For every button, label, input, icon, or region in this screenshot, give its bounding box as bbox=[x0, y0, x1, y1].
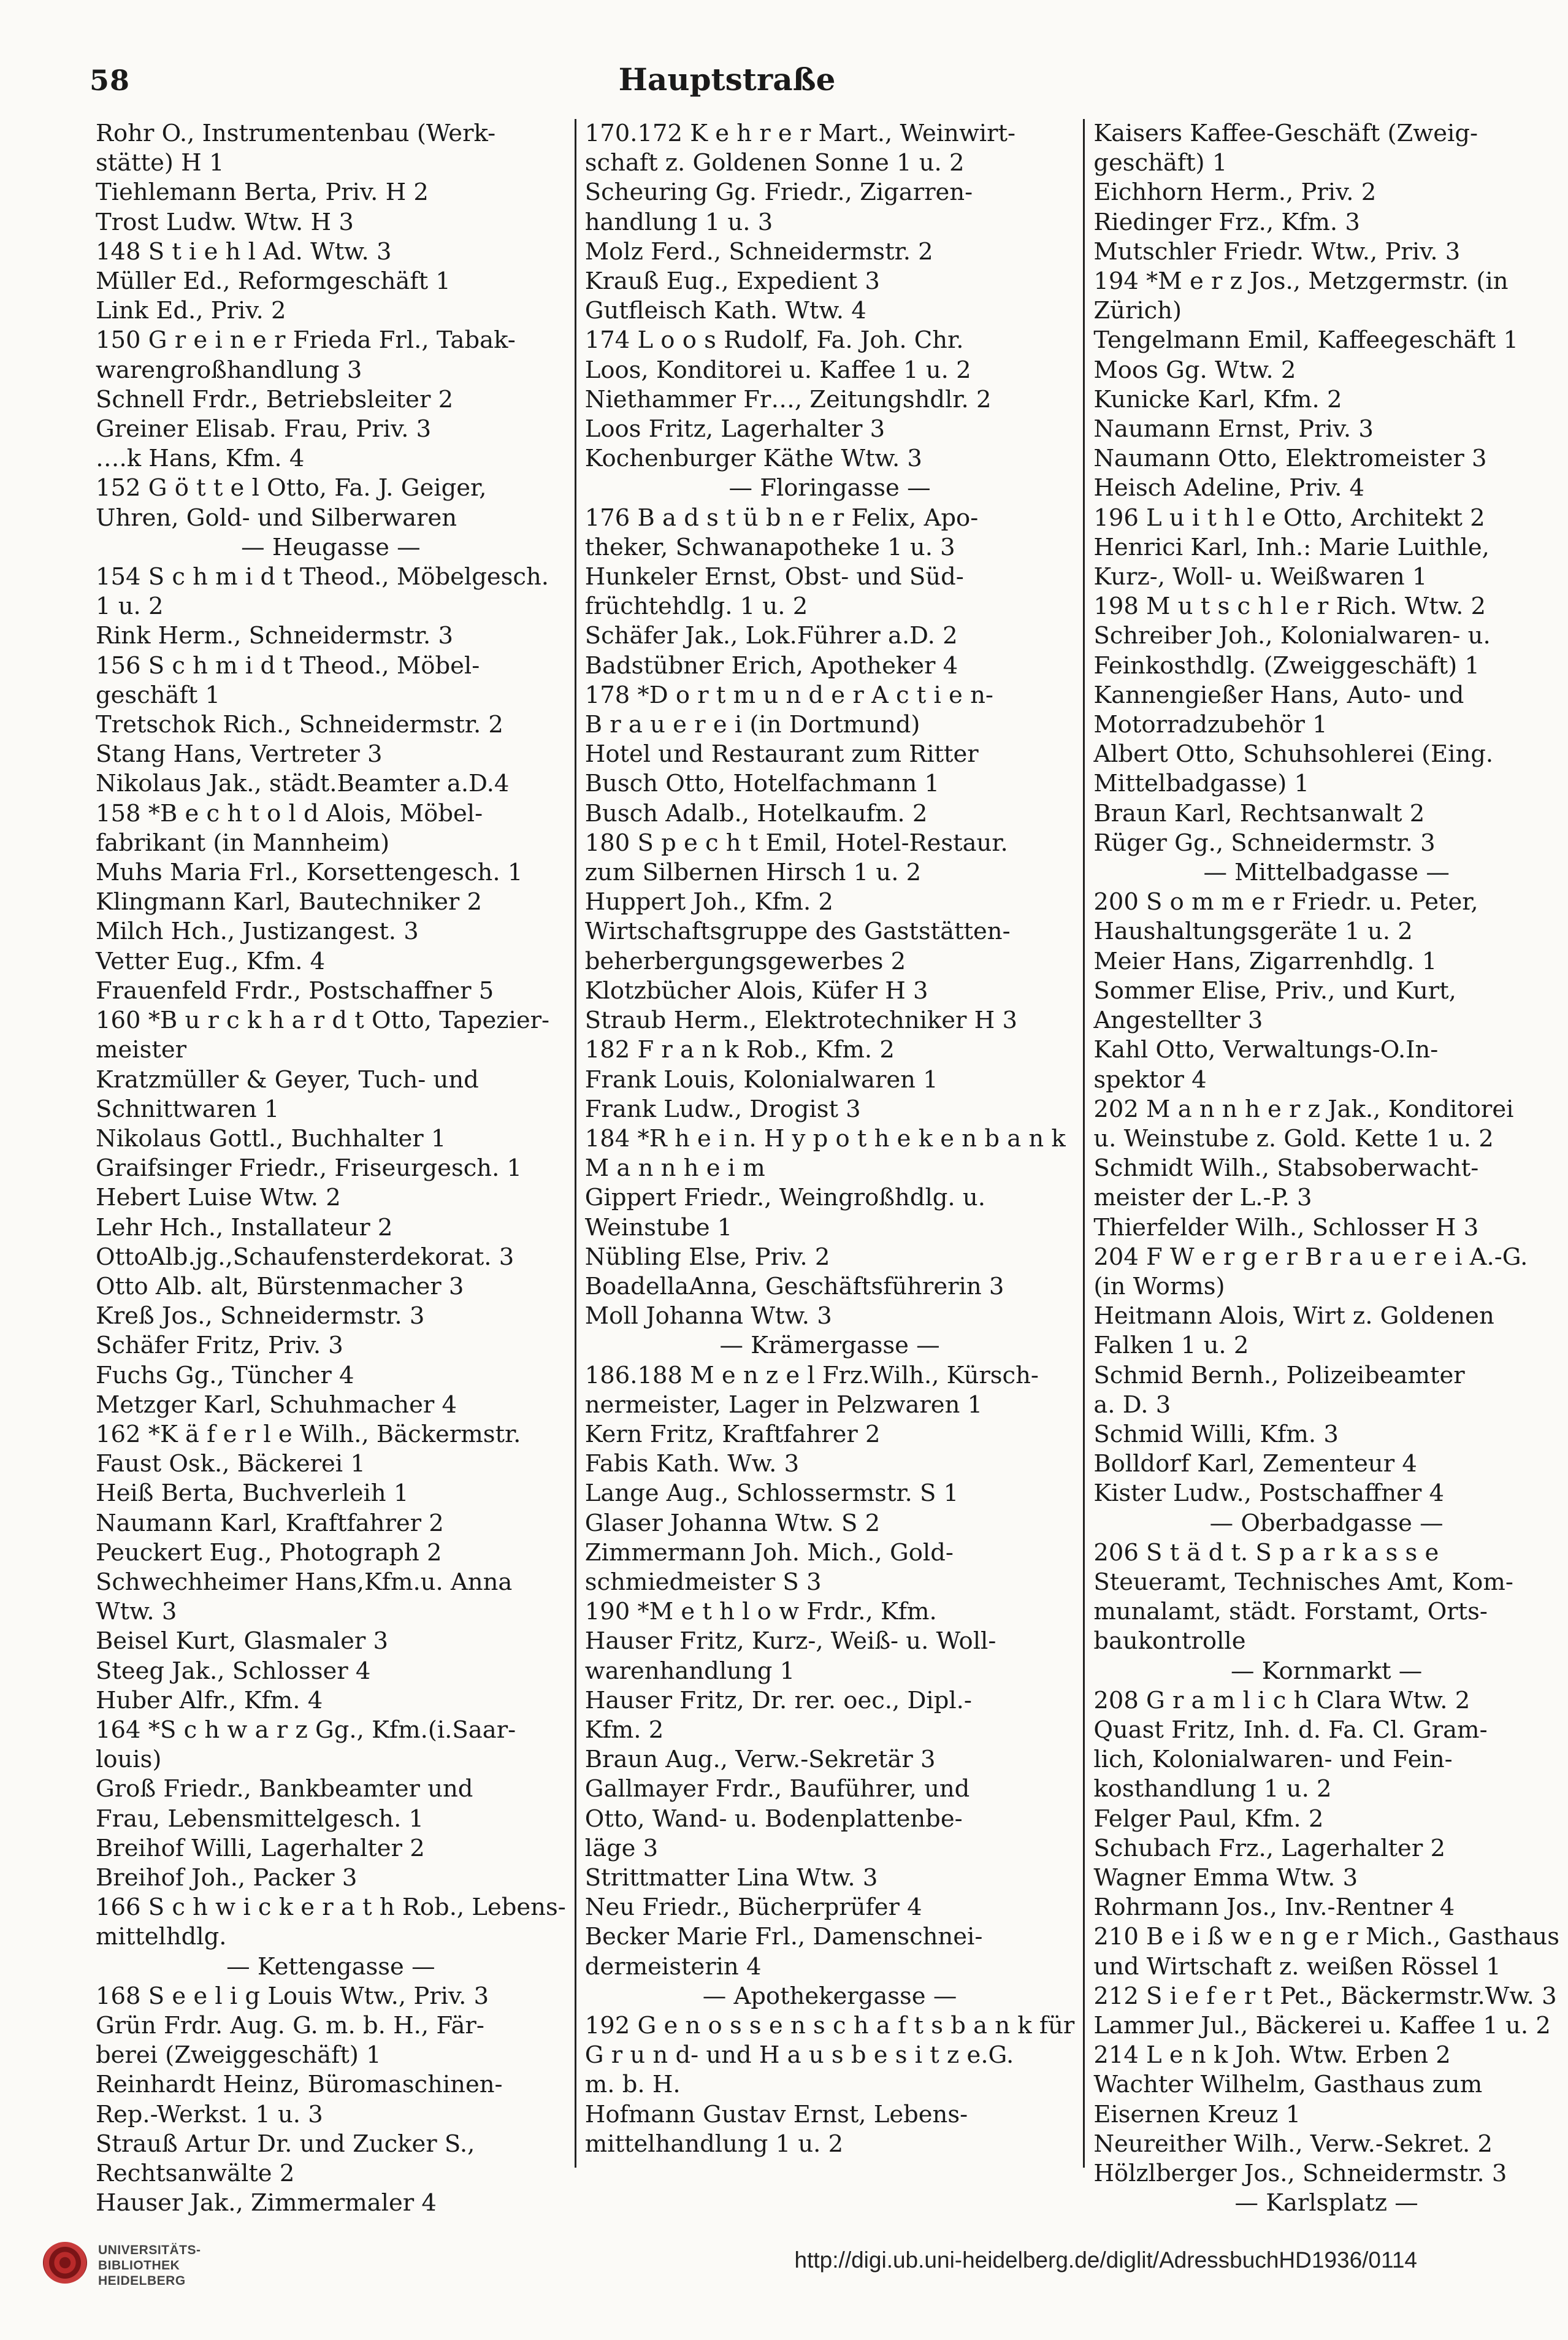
column-1 bbox=[87, 119, 575, 2217]
page-number: 58 bbox=[90, 64, 131, 97]
directory-entry: 198 M u t s c h l e r Rich. Wtw. 2 bbox=[1093, 593, 1486, 621]
directory-entry: Straub Herm., Elektrotechniker H 3 bbox=[584, 1007, 1017, 1035]
directory-entry: Henrici Karl, Inh.: Marie Luithle, bbox=[1093, 533, 1490, 561]
directory-entry: Klotzbücher Alois, Küfer H 3 bbox=[584, 976, 928, 1005]
directory-entry: Hunkeler Ernst, Obst- und Süd- bbox=[584, 563, 964, 591]
directory-entry: B r a u e r e i (in Dortmund) bbox=[584, 711, 920, 739]
street-section-heading: — Kornmarkt — bbox=[1231, 1657, 1423, 1685]
directory-entry: Milch Hch., Justizangest. 3 bbox=[96, 918, 419, 946]
directory-entry: Hofmann Gustav Ernst, Lebens- bbox=[584, 2100, 968, 2128]
directory-entry: Otto Alb. alt, Bürstenmacher 3 bbox=[96, 1272, 464, 1300]
directory-entry: 176 B a d s t ü b n e r Felix, Apo- bbox=[584, 504, 979, 532]
directory-entry: Faust Osk., Bäckerei 1 bbox=[96, 1450, 365, 1478]
directory-entry: baukontrolle bbox=[1093, 1627, 1246, 1655]
directory-entry: Hotel und Restaurant zum Ritter bbox=[584, 740, 979, 769]
directory-entry: Gippert Friedr., Weingroßhdlg. u. bbox=[584, 1184, 985, 1212]
directory-entry: Bolldorf Karl, Zementeur 4 bbox=[1093, 1450, 1417, 1478]
directory-entry: warenhandlung 1 bbox=[584, 1657, 795, 1685]
directory-entry: Albert Otto, Schuhsohlerei (Eing. bbox=[1093, 740, 1494, 769]
library-name-line: BIBLIOTHEK bbox=[98, 2258, 180, 2273]
directory-entry: 174 L o o s Rudolf, Fa. Joh. Chr. bbox=[584, 326, 964, 355]
directory-entry: Hauser Jak., Zimmermaler 4 bbox=[96, 2189, 437, 2217]
street-section-heading: — Heugasse — bbox=[241, 533, 421, 561]
directory-entry: Nikolaus Jak., städt.Beamter a.D.4 bbox=[96, 770, 510, 798]
directory-entry: Groß Friedr., Bankbeamter und bbox=[96, 1775, 473, 1803]
directory-entry: Kurz-, Woll- u. Weißwaren 1 bbox=[1093, 563, 1428, 591]
directory-entry: Busch Adalb., Hotelkaufm. 2 bbox=[584, 799, 928, 827]
directory-entry: Felger Paul, Kfm. 2 bbox=[1093, 1805, 1324, 1833]
directory-entry: Strittmatter Lina Wtw. 3 bbox=[584, 1863, 878, 1892]
directory-entry: 170.172 K e h r e r Mart., Weinwirt- bbox=[584, 120, 1015, 147]
directory-entry: Lehr Hch., Installateur 2 bbox=[96, 1213, 393, 1241]
directory-entry: Sommer Elise, Priv., und Kurt, bbox=[1093, 976, 1456, 1005]
directory-entry: 150 G r e i n e r Frieda Frl., Tabak- bbox=[96, 326, 516, 355]
directory-entry: Neu Friedr., Bücherprüfer 4 bbox=[584, 1893, 922, 1922]
directory-entry: 194 *M e r z Jos., Metzgermstr. (in bbox=[1093, 267, 1509, 296]
directory-entry: 184 *R h e i n. H y p o t h e k e n b a n k bbox=[584, 1124, 1066, 1153]
directory-entry: Heisch Adeline, Priv. 4 bbox=[1093, 474, 1365, 502]
directory-entry: Weinstube 1 bbox=[584, 1213, 733, 1241]
directory-entry: Link Ed., Priv. 2 bbox=[96, 297, 286, 325]
directory-entry: Tiehlemann Berta, Priv. H 2 bbox=[96, 178, 429, 207]
directory-entry: Krauß Eug., Expedient 3 bbox=[584, 267, 880, 296]
directory-entry: Wagner Emma Wtw. 3 bbox=[1093, 1863, 1358, 1892]
directory-entry: Hauser Fritz, Kurz-, Weiß- u. Woll- bbox=[584, 1627, 996, 1655]
directory-entry: Schnell Frdr., Betriebsleiter 2 bbox=[96, 385, 454, 413]
directory-entry: Schäfer Jak., Lok.Führer a.D. 2 bbox=[584, 622, 958, 650]
directory-entry: Huber Alfr., Kfm. 4 bbox=[96, 1686, 323, 1714]
directory-entry: Müller Ed., Reformgeschäft 1 bbox=[96, 267, 451, 296]
directory-entry: Zimmermann Joh. Mich., Gold- bbox=[584, 1538, 954, 1567]
directory-entry: beherbergungsgewerbes 2 bbox=[584, 947, 906, 975]
directory-entry: Becker Marie Frl., Damenschnei- bbox=[584, 1923, 983, 1951]
directory-entry: (in Worms) bbox=[1093, 1272, 1225, 1300]
directory-entry: 206 S t ä d t. S p a r k a s s e bbox=[1093, 1538, 1439, 1567]
directory-entry: 212 S i e f e r t Pet., Bäckermstr.Ww. 3 bbox=[1093, 1982, 1557, 2010]
street-section-heading: — Karlsplatz — bbox=[1234, 2189, 1418, 2217]
directory-entry: 200 S o m m e r Friedr. u. Peter, bbox=[1093, 888, 1478, 916]
directory-entry: Wtw. 3 bbox=[96, 1598, 177, 1626]
directory-entry: Eichhorn Herm., Priv. 2 bbox=[1093, 178, 1377, 207]
library-name-line: UNIVERSITÄTS- bbox=[98, 2243, 201, 2257]
directory-entry: Greiner Elisab. Frau, Priv. 3 bbox=[96, 415, 432, 443]
column-2 bbox=[575, 119, 1084, 2168]
directory-entry: Moll Johanna Wtw. 3 bbox=[584, 1302, 832, 1330]
directory-entry: kosthandlung 1 u. 2 bbox=[1093, 1775, 1332, 1803]
library-logo-icon bbox=[43, 2242, 87, 2284]
directory-entry: Heiß Berta, Buchverleih 1 bbox=[96, 1479, 409, 1508]
directory-entry: 210 B e i ß w e n g e r Mich., Gasthaus bbox=[1093, 1923, 1559, 1951]
directory-entry: Heitmann Alois, Wirt z. Goldenen bbox=[1093, 1302, 1494, 1330]
directory-entry: 182 F r a n k Rob., Kfm. 2 bbox=[584, 1036, 895, 1064]
directory-entry: und Wirtschaft z. weißen Rössel 1 bbox=[1093, 1952, 1501, 1981]
directory-entry: M a n n h e i m bbox=[584, 1154, 765, 1183]
directory-entry: mittelhandlung 1 u. 2 bbox=[584, 2130, 844, 2158]
directory-entry: Lammer Jul., Bäckerei u. Kaffee 1 u. 2 bbox=[1093, 2012, 1551, 2039]
directory-entry: 196 L u i t h l e Otto, Architekt 2 bbox=[1093, 504, 1485, 532]
directory-entry: Grün Frdr. Aug. G. m. b. H., Fär- bbox=[96, 2012, 484, 2039]
directory-entry: Trost Ludw. Wtw. H 3 bbox=[96, 208, 354, 236]
directory-entry: früchtehdlg. 1 u. 2 bbox=[584, 593, 808, 621]
directory-entry: 152 G ö t t e l Otto, Fa. J. Geiger, bbox=[96, 474, 487, 502]
street-section-heading: — Oberbadgasse — bbox=[1209, 1509, 1444, 1537]
directory-entry: Tengelmann Emil, Kaffeegeschäft 1 bbox=[1093, 326, 1518, 355]
directory-entry: Peuckert Eug., Photograph 2 bbox=[96, 1538, 442, 1567]
directory-entry: Niethammer Fr…, Zeitungshdlr. 2 bbox=[584, 385, 992, 413]
directory-entry: Kratzmüller & Geyer, Tuch- und bbox=[96, 1065, 479, 1094]
directory-entry: Vetter Eug., Kfm. 4 bbox=[96, 947, 326, 975]
directory-entry: berei (Zweiggeschäft) 1 bbox=[96, 2041, 381, 2070]
directory-entry: nermeister, Lager in Pelzwaren 1 bbox=[584, 1391, 983, 1419]
directory-entry: Hauser Fritz, Dr. rer. oec., Dipl.- bbox=[584, 1686, 972, 1714]
directory-entry: Frank Louis, Kolonialwaren 1 bbox=[584, 1065, 938, 1094]
directory-entry: Neureither Wilh., Verw.-Sekret. 2 bbox=[1093, 2130, 1493, 2158]
directory-entry: u. Weinstube z. Gold. Kette 1 u. 2 bbox=[1093, 1124, 1494, 1153]
directory-entry: Braun Aug., Verw.-Sekretär 3 bbox=[584, 1746, 936, 1774]
directory-entry: Breihof Joh., Packer 3 bbox=[96, 1863, 358, 1892]
directory-entry: Gutfleisch Kath. Wtw. 4 bbox=[584, 297, 866, 325]
directory-entry: Zürich) bbox=[1093, 297, 1182, 325]
directory-entry: Naumann Ernst, Priv. 3 bbox=[1093, 415, 1374, 443]
directory-entry: Falken 1 u. 2 bbox=[1093, 1332, 1249, 1360]
directory-entry: Molz Ferd., Schneidermstr. 2 bbox=[584, 237, 933, 266]
directory-entry: louis) bbox=[96, 1746, 162, 1774]
directory-entry: Schreiber Joh., Kolonialwaren- u. bbox=[1093, 622, 1491, 650]
directory-entry: Schnittwaren 1 bbox=[96, 1095, 280, 1123]
column-3 bbox=[1083, 119, 1568, 2217]
directory-entry: Quast Fritz, Inh. d. Fa. Cl. Gram- bbox=[1093, 1716, 1488, 1744]
directory-entry: Eisernen Kreuz 1 bbox=[1093, 2100, 1301, 2128]
directory-entry: 168 S e e l i g Louis Wtw., Priv. 3 bbox=[96, 1982, 489, 2010]
directory-entry: Badstübner Erich, Apotheker 4 bbox=[584, 651, 958, 680]
directory-entry: Naumann Otto, Elektromeister 3 bbox=[1093, 445, 1487, 473]
directory-entry: Beisel Kurt, Glasmaler 3 bbox=[96, 1627, 389, 1655]
directory-entry: Moos Gg. Wtw. 2 bbox=[1093, 356, 1296, 384]
directory-entry: Frank Ludw., Drogist 3 bbox=[584, 1095, 861, 1123]
directory-entry: Frau, Lebensmittelgesch. 1 bbox=[96, 1805, 424, 1833]
directory-entry: Mittelbadgasse) 1 bbox=[1093, 770, 1309, 798]
directory-entry: theker, Schwanapotheke 1 u. 3 bbox=[584, 533, 955, 561]
directory-entry: Wirtschaftsgruppe des Gaststätten- bbox=[584, 918, 1011, 946]
directory-entry: Kaisers Kaffee-Geschäft (Zweig- bbox=[1093, 120, 1478, 147]
directory-entry: Thierfelder Wilh., Schlosser H 3 bbox=[1093, 1213, 1479, 1241]
directory-entry: Rep.-Werkst. 1 u. 3 bbox=[96, 2100, 323, 2128]
directory-entry: 202 M a n n h e r z Jak., Konditorei bbox=[1093, 1095, 1514, 1123]
directory-entry: 208 G r a m l i c h Clara Wtw. 2 bbox=[1093, 1686, 1470, 1714]
directory-entry: 156 S c h m i d t Theod., Möbel- bbox=[96, 651, 480, 680]
directory-entry: lich, Kolonialwaren- und Fein- bbox=[1093, 1746, 1453, 1774]
directory-entry: spektor 4 bbox=[1093, 1065, 1207, 1094]
directory-entry: a. D. 3 bbox=[1093, 1391, 1171, 1419]
directory-entry: fabrikant (in Mannheim) bbox=[96, 829, 390, 857]
street-section-heading: — Mittelbadgasse — bbox=[1203, 859, 1450, 887]
directory-entry: Schäfer Fritz, Priv. 3 bbox=[96, 1332, 343, 1360]
directory-entry: 180 S p e c h t Emil, Hotel-Restaur. bbox=[584, 829, 1008, 857]
directory-entry: Loos, Konditorei u. Kaffee 1 u. 2 bbox=[584, 356, 971, 384]
directory-entry: Loos Fritz, Lagerhalter 3 bbox=[584, 415, 885, 443]
directory-entry: 1 u. 2 bbox=[96, 593, 164, 621]
directory-entry: Breihof Willi, Lagerhalter 2 bbox=[96, 1834, 425, 1862]
directory-entry: 148 S t i e h l Ad. Wtw. 3 bbox=[96, 237, 392, 266]
directory-entry: Hölzlberger Jos., Schneidermstr. 3 bbox=[1093, 2160, 1507, 2188]
directory-entry: Meier Hans, Zigarrenhdlg. 1 bbox=[1093, 947, 1437, 975]
directory-entry: Naumann Karl, Kraftfahrer 2 bbox=[96, 1509, 444, 1537]
directory-entry: schaft z. Goldenen Sonne 1 u. 2 bbox=[584, 149, 965, 177]
directory-entry: Kochenburger Käthe Wtw. 3 bbox=[584, 445, 922, 473]
directory-entry: Schmidt Wilh., Stabsoberwacht- bbox=[1093, 1154, 1479, 1183]
directory-entry: Mutschler Friedr. Wtw., Priv. 3 bbox=[1093, 237, 1461, 266]
directory-entry: Scheuring Gg. Friedr., Zigarren- bbox=[584, 178, 973, 207]
directory-entry: Rechtsanwälte 2 bbox=[96, 2160, 295, 2188]
directory-entry: Reinhardt Heinz, Büromaschinen- bbox=[96, 2071, 503, 2099]
directory-entry: Fuchs Gg., Tüncher 4 bbox=[96, 1361, 354, 1389]
directory-entry: geschäft 1 bbox=[96, 681, 220, 709]
directory-entry: G r u n d- und H a u s b e s i t z e.G. bbox=[584, 2041, 1014, 2070]
directory-entry: Fabis Kath. Ww. 3 bbox=[584, 1450, 800, 1478]
directory-entry: Graifsinger Friedr., Friseurgesch. 1 bbox=[96, 1154, 522, 1183]
directory-entry: Uhren, Gold- und Silberwaren bbox=[96, 504, 457, 532]
directory-entry: Gallmayer Frdr., Bauführer, und bbox=[584, 1775, 970, 1803]
directory-entry: BoadellaAnna, Geschäftsführerin 3 bbox=[584, 1272, 1004, 1300]
directory-entry: Kern Fritz, Kraftfahrer 2 bbox=[584, 1420, 881, 1448]
directory-entry: Klingmann Karl, Bautechniker 2 bbox=[96, 888, 483, 916]
directory-entry: Wachter Wilhelm, Gasthaus zum bbox=[1093, 2071, 1483, 2099]
directory-entry: meister der L.-P. 3 bbox=[1093, 1184, 1312, 1212]
directory-entry: geschäft) 1 bbox=[1093, 149, 1228, 177]
directory-entry: Glaser Johanna Wtw. S 2 bbox=[584, 1509, 881, 1537]
directory-entry: zum Silbernen Hirsch 1 u. 2 bbox=[584, 859, 922, 887]
directory-entry: Angestellter 3 bbox=[1093, 1007, 1263, 1035]
directory-entry: Kannengießer Hans, Auto- und bbox=[1093, 681, 1464, 709]
directory-entry: Haushaltungsgeräte 1 u. 2 bbox=[1093, 918, 1413, 946]
directory-entry: 158 *B e c h t o l d Alois, Möbel- bbox=[96, 799, 483, 827]
directory-entry: Metzger Karl, Schuhmacher 4 bbox=[96, 1391, 457, 1419]
directory-entry: 190 *M e t h l o w Frdr., Kfm. bbox=[584, 1598, 937, 1626]
directory-entry: Busch Otto, Hotelfachmann 1 bbox=[584, 770, 940, 798]
directory-entry: Feinkosthdlg. (Zweiggeschäft) 1 bbox=[1093, 651, 1480, 680]
directory-entry: Nübling Else, Priv. 2 bbox=[584, 1243, 830, 1271]
directory-entry: 192 G e n o s s e n s c h a f t s b a n k für bbox=[584, 2012, 1075, 2039]
directory-entry: Rüger Gg., Schneidermstr. 3 bbox=[1093, 829, 1436, 857]
directory-entry: meister bbox=[96, 1036, 187, 1064]
directory-entry: Kunicke Karl, Kfm. 2 bbox=[1093, 385, 1342, 413]
directory-entry: warengroßhandlung 3 bbox=[96, 356, 362, 384]
street-section-heading: — Krämergasse — bbox=[719, 1332, 940, 1360]
directory-entry: Tretschok Rich., Schneidermstr. 2 bbox=[96, 711, 503, 739]
directory-entry: Riedinger Frz., Kfm. 3 bbox=[1093, 208, 1360, 236]
directory-entry: munalamt, städt. Forstamt, Orts- bbox=[1093, 1598, 1488, 1626]
directory-entry: schmiedmeister S 3 bbox=[584, 1568, 822, 1596]
directory-entry: Rohrmann Jos., Inv.-Rentner 4 bbox=[1093, 1893, 1455, 1922]
library-name-line: HEIDELBERG bbox=[98, 2274, 186, 2288]
directory-entry: 160 *B u r c k h a r d t Otto, Tapezier- bbox=[96, 1007, 550, 1035]
directory-entry: 162 *K ä f e r l e Wilh., Bäckermstr. bbox=[96, 1420, 521, 1448]
directory-entry: ….k Hans, Kfm. 4 bbox=[96, 445, 305, 473]
directory-entry: OttoAlb.jg.,Schaufensterdekorat. 3 bbox=[96, 1243, 514, 1271]
directory-entry: 214 L e n k Joh. Wtw. Erben 2 bbox=[1093, 2041, 1451, 2070]
directory-entry: Schmid Willi, Kfm. 3 bbox=[1093, 1420, 1339, 1448]
street-section-heading: — Apothekergasse — bbox=[702, 1982, 957, 2010]
directory-entry: Rohr O., Instrumentenbau (Werk- bbox=[96, 120, 496, 147]
directory-entry: 204 F W e r g e r B r a u e r e i A.-G. bbox=[1093, 1243, 1528, 1271]
directory-entry: Muhs Maria Frl., Korsettengesch. 1 bbox=[96, 859, 523, 887]
directory-entry: Schwechheimer Hans,Kfm.u. Anna bbox=[96, 1568, 513, 1596]
directory-entry: Schubach Frz., Lagerhalter 2 bbox=[1093, 1834, 1445, 1862]
directory-entry: mittelhdlg. bbox=[96, 1923, 227, 1951]
directory-columns bbox=[87, 119, 1559, 2217]
directory-entry: Schmid Bernh., Polizeibeamter bbox=[1093, 1361, 1465, 1389]
library-name bbox=[98, 2242, 201, 2288]
directory-entry: läge 3 bbox=[584, 1834, 659, 1862]
directory-entry: Steueramt, Technisches Amt, Kom- bbox=[1093, 1568, 1513, 1596]
directory-entry: Motorradzubehör 1 bbox=[1093, 711, 1328, 739]
street-section-heading: — Kettengasse — bbox=[226, 1952, 435, 1981]
directory-entry: 178 *D o r t m u n d e r A c t i e n- bbox=[584, 681, 993, 709]
directory-entry: m. b. H. bbox=[584, 2071, 681, 2099]
directory-entry: Kfm. 2 bbox=[584, 1716, 664, 1744]
directory-entry: dermeisterin 4 bbox=[584, 1952, 762, 1981]
directory-entry: Kreß Jos., Schneidermstr. 3 bbox=[96, 1302, 425, 1330]
directory-entry: Strauß Artur Dr. und Zucker S., bbox=[96, 2130, 475, 2158]
directory-entry: Kister Ludw., Postschaffner 4 bbox=[1093, 1479, 1445, 1508]
directory-entry: handlung 1 u. 3 bbox=[584, 208, 773, 236]
directory-entry: Frauenfeld Frdr., Postschaffner 5 bbox=[96, 976, 494, 1005]
directory-entry: 164 *S c h w a r z Gg., Kfm.(i.Saar- bbox=[96, 1716, 516, 1744]
directory-entry: Huppert Joh., Kfm. 2 bbox=[584, 888, 833, 916]
directory-entry: Rink Herm., Schneidermstr. 3 bbox=[96, 622, 453, 650]
directory-entry: 166 S c h w i c k e r a t h Rob., Lebens- bbox=[96, 1893, 566, 1922]
directory-entry: stätte) H 1 bbox=[96, 149, 224, 177]
street-section-heading: — Floringasse — bbox=[729, 474, 931, 502]
directory-entry: Braun Karl, Rechtsanwalt 2 bbox=[1093, 799, 1425, 827]
directory-entry: Steeg Jak., Schlosser 4 bbox=[96, 1657, 371, 1685]
directory-entry: 154 S c h m i d t Theod., Möbelgesch. bbox=[96, 563, 549, 591]
directory-entry: 186.188 M e n z e l Frz.Wilh., Kürsch- bbox=[584, 1361, 1039, 1389]
page-title: Hauptstraße bbox=[618, 61, 836, 98]
source-url-link[interactable]: http://digi.ub.uni-heidelberg.de/diglit/AdressbuchHD1936/0114 bbox=[794, 2247, 1417, 2273]
directory-entry: Kahl Otto, Verwaltungs-O.In- bbox=[1093, 1036, 1439, 1064]
directory-entry: Stang Hans, Vertreter 3 bbox=[96, 740, 383, 769]
directory-entry: Nikolaus Gottl., Buchhalter 1 bbox=[96, 1124, 446, 1153]
directory-entry: Otto, Wand- u. Bodenplattenbe- bbox=[584, 1805, 963, 1833]
directory-entry: Lange Aug., Schlossermstr. S 1 bbox=[584, 1479, 959, 1508]
directory-entry: Hebert Luise Wtw. 2 bbox=[96, 1184, 341, 1212]
